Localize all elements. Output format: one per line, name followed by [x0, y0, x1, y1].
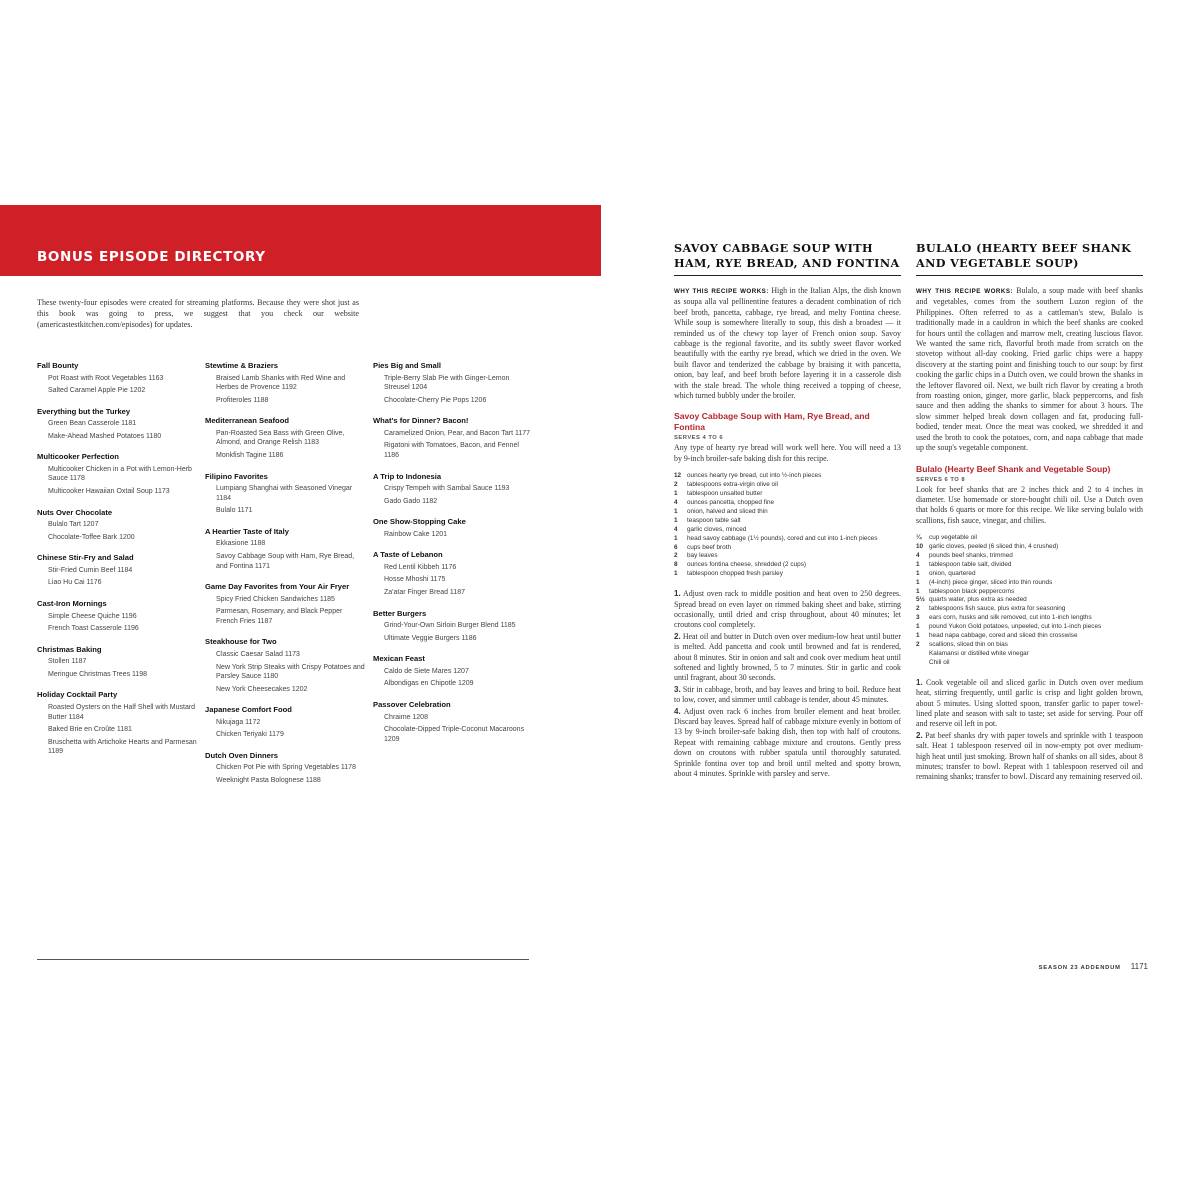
page-divider-rule [37, 959, 529, 960]
episode-recipe-entry: Classic Caesar Salad 1173 [216, 650, 300, 658]
step-number: 2. [916, 730, 923, 740]
ingredient-text: tablespoon black peppercorns [929, 587, 1015, 595]
episode-title: A Trip to Indonesia [373, 471, 442, 481]
ingredient-quantity: 2 [916, 641, 920, 648]
ingredient-quantity: 2 [674, 552, 678, 560]
why-this-works [916, 286, 1143, 454]
episode-group [205, 527, 365, 571]
episode-recipe-entry: French Toast Casserole 1196 [48, 625, 139, 633]
episode-recipe-entry: Pan-Roasted Sea Bass with Green Olive, Almond, and Orange Relish 1183 [216, 429, 345, 447]
episode-recipe-entry: Bulalo Tart 1207 [48, 521, 99, 529]
recipe-heading: SAVOY CABBAGE SOUP WITH HAM, RYE BREAD, AND FONTINA [674, 241, 901, 276]
ingredient-item [916, 570, 1143, 579]
ingredient-quantity: 1 [916, 632, 920, 640]
episode-recipe-entry: Za'atar Finger Bread 1187 [384, 589, 465, 597]
episode-group [205, 705, 365, 740]
ingredient-text: cups beef broth [687, 543, 732, 551]
ingredient-text: pounds beef shanks, trimmed [929, 551, 1013, 559]
step-text: Adjust oven rack 6 inches from broiler element and heat broiler. Discard bay leaves. Spread half of cabbage mixture evenly in bottom of 13 by 9-inch broiler-safe baking dish, then top with half of croutons. Repeat with remaining cabbage mixture and croutons. Gently press down on croutons with rubber spatula until thoroughly saturated. Sprinkle fontina over top and broil until melted and spotty brown, about 4 minutes. Sprinkle with parsley and serve. [674, 706, 901, 779]
episode-group [37, 361, 197, 396]
method-step [674, 707, 901, 780]
episode-title: Nuts Over Chocolate [37, 507, 113, 517]
episode-recipe-entry: Meringue Christmas Trees 1198 [48, 670, 148, 678]
step-text: Stir in cabbage, broth, and bay leaves and bring to boil. Reduce heat to low, cover, and simmer until cabbage is tender, about 45 minutes. [674, 684, 901, 705]
episode-recipe-entry: Chicken Teriyaki 1179 [216, 731, 284, 739]
episode-title: Everything but the Turkey [37, 406, 131, 416]
why-label: WHY THIS RECIPE WORKS: [916, 288, 1014, 295]
episode-group [373, 550, 533, 597]
ingredient-item [916, 632, 1143, 641]
ingredient-text: head napa cabbage, cored and sliced thin crosswise [929, 632, 1078, 640]
episode-title: Passover Celebration [373, 700, 451, 709]
ingredient-quantity: 4 [674, 525, 678, 533]
ingredient-item [674, 552, 901, 561]
ingredient-text: quarts water, plus extra as needed [929, 596, 1027, 604]
episode-recipe-entry: Chocolate-Cherry Pie Pops 1206 [384, 396, 487, 404]
episode-recipe-entry: Ekkasione 1188 [216, 540, 266, 548]
ingredient-item [916, 650, 1143, 659]
episode-group [205, 751, 365, 786]
why-this-works [674, 286, 901, 401]
step-number: 1. [674, 589, 681, 599]
episode-group [37, 599, 197, 634]
episode-title: One Show-Stopping Cake [373, 517, 466, 527]
episode-recipe-entry: Gado Gado 1182 [384, 497, 438, 505]
ingredient-item [916, 659, 1143, 668]
ingredient-quantity: 1 [674, 490, 678, 498]
ingredient-quantity: 1 [674, 507, 678, 515]
ingredient-item [916, 588, 1143, 597]
ingredient-item [674, 481, 901, 490]
episode-title: Better Burgers [373, 608, 427, 618]
episode-recipe-entry: Caramelized Onion, Pear, and Bacon Tart 1177 [384, 429, 531, 437]
episode-title: Pies Big and Small [373, 361, 441, 370]
episode-group [373, 654, 533, 689]
episode-recipe-entry: Make-Ahead Mashed Potatoes 1180 [48, 432, 162, 440]
ingredient-quantity: 1 [916, 578, 920, 586]
ingredient-quantity: 1 [916, 569, 920, 577]
ingredient-quantity: 6 [674, 543, 678, 551]
ingredient-text: head savoy cabbage (1½ pounds), cored and cut into 1-inch pieces [687, 534, 878, 542]
ingredient-quantity: 1 [674, 534, 678, 542]
directory-intro [37, 297, 359, 330]
episode-title: Christmas Baking [37, 644, 102, 654]
episode-recipe-entry: Bulalo 1171 [216, 507, 253, 515]
episode-group [373, 472, 533, 507]
ingredient-list [674, 472, 901, 579]
step-number: 3. [674, 684, 681, 694]
episode-group [373, 517, 533, 539]
episode-recipe-entry: Chraime 1208 [384, 713, 428, 721]
ingredient-text: garlic cloves, peeled (6 sliced thin, 4 crushed) [929, 543, 1059, 551]
episode-recipe-entry: Crispy Tempeh with Sambal Sauce 1193 [384, 485, 510, 493]
recipe-column-savoy [674, 241, 901, 780]
banner-title: BONUS EPISODE DIRECTORY [37, 249, 266, 265]
episode-group [37, 452, 197, 496]
episode-recipe-entry: Roasted Oysters on the Half Shell with Mustard Butter 1184 [48, 703, 196, 721]
recipe-title: Savoy Cabbage Soup with Ham, Rye Bread, and Fontina [674, 411, 870, 433]
page-number: 1171 [1130, 962, 1148, 971]
episode-title: Multicooker Perfection [37, 452, 119, 462]
episode-recipe-entry: Albondigas en Chipotle 1209 [384, 680, 474, 688]
episode-group [373, 700, 533, 744]
section-name: SEASON 23 ADDENDUM [1038, 965, 1121, 971]
episode-title: Cast-Iron Mornings [37, 599, 107, 609]
episode-title: Japanese Comfort Food [205, 705, 292, 715]
episode-recipe-entry: Triple-Berry Slab Pie with Ginger-Lemon Streusel 1204 [384, 374, 510, 392]
ingredient-quantity: 2 [674, 481, 678, 489]
episode-recipe-entry: Ultimate Veggie Burgers 1186 [384, 634, 477, 642]
episode-recipe-entry: Chicken Pot Pie with Spring Vegetables 1178 [216, 764, 356, 772]
step-text: Cook vegetable oil and sliced garlic in Dutch oven over medium heat, stirring frequently, until garlic is crisp and light golden brown, about 5 minutes. Using slotted spoon, transfer garlic to paper towel-lined plate and season with salt to taste; set aside for serving. Pour off and reserve oil left in pot. [916, 677, 1143, 729]
ingredient-text: tablespoon chopped fresh parsley [687, 570, 783, 578]
episode-recipe-entry: Savoy Cabbage Soup with Ham, Rye Bread, and Fontina 1171 [216, 552, 355, 570]
ingredient-text: tablespoons extra-virgin olive oil [687, 481, 778, 489]
ingredient-text: Chili oil [929, 658, 950, 666]
episode-column-2 [205, 361, 365, 797]
ingredient-item [916, 552, 1143, 561]
recipe-column-bulalo [916, 241, 1143, 784]
method-step [674, 685, 901, 706]
serves-label: SERVES 6 TO 8 [916, 476, 966, 483]
episode-recipe-entry: Caldo de Siete Mares 1207 [384, 667, 469, 675]
episode-recipe-entry: Multicooker Hawaiian Oxtail Soup 1173 [48, 488, 170, 496]
episode-recipe-entry: Weeknight Pasta Bolognese 1188 [216, 777, 321, 785]
episode-recipe-entry: Rigatoni with Tomatoes, Bacon, and Fennel 1186 [384, 442, 519, 459]
episode-title: Steakhouse for Two [205, 637, 277, 647]
episode-recipe-entry: Rainbow Cake 1201 [384, 530, 448, 538]
episode-recipe-entry: New York Strip Steaks with Crispy Potatoes and Parsley Sauce 1180 [216, 663, 365, 681]
ingredient-item [674, 472, 901, 481]
episode-group [37, 508, 197, 543]
ingredient-quantity: 5½ [916, 596, 925, 604]
step-text: Heat oil and butter in Dutch oven over medium-low heat until butter is melted. Add pancetta and cook until browned and fat is rendered, about 8 minutes. Stir in onion and salt and cook over medium heat until softened and lightly browned, 5 to 7 minutes. Stir in garlic and cook until fragrant, about 30 seconds. [674, 631, 901, 683]
episode-group [37, 553, 197, 588]
method-step [674, 589, 901, 631]
ingredient-item [916, 623, 1143, 632]
ingredient-item [674, 526, 901, 535]
why-text: Bulalo, a soup made with beef shanks and vegetables, comes from the southern Luzon region of the Philippines. Often referred to as a cattleman's stew, Bulalo is traditionally made in a cauldron in which the beef shanks are cooked for hours until the collagen and marrow melt, creating luscious flavor. We wanted the same rich, flavorful broth made from scratch on the stovetop without all-day cooking. Fried garlic chips were a happy discovery at the starting point and finishing touch to our soup: by first cooking the garlic chips in a Dutch oven, we could brown the shanks in the leftover flavored oil. Next, we built rich flavor by creating a broth from roasting onion, ginger, more garlic, black peppercorns, and fish sauce and then adding the shanks to simmer for about 3 hours. The slow simmer helped break down collagen and fat, producing full-bodied, tender meat. Once the meat was cooked, we shredded it and used the broth to cook the potatoes, corn, and napa cabbage that made up the soup's vegetable component. [916, 286, 1143, 453]
why-text: High in the Italian Alps, the dish known as soupa alla val pellinentine features a decadent combination of rich beef broth, pancetta, cabbage, rye bread, and melty Fontina cheese. While soup is somewhere literally to soup, this dish a broadest — it reminded us of the chewy top layer of French onion soup. Savoy cabbage is the regional favorite, and its subtly sweet flavor worked beautifully with the earthy rye bread, which we dried in the oven. We built flavor and tenderized the cabbage by braising it with pancetta, onion, bay leaf, and beef broth before layering it in a casserole dish with the stale bread. The whole thing received a topping of cheese, which turned bubbly under the broiler. [674, 286, 901, 401]
step-number: 2. [674, 631, 681, 641]
episode-group [205, 582, 365, 626]
ingredient-text: Kalamansi or distilled white vinegar [929, 649, 1029, 657]
ingredient-item [674, 544, 901, 553]
ingredient-text: ounces fontina cheese, shredded (2 cups) [687, 561, 807, 569]
ingredient-text: tablespoons fish sauce, plus extra for seasoning [929, 605, 1066, 613]
episode-group [205, 472, 365, 516]
episode-recipe-entry: Pot Roast with Root Vegetables 1163 [48, 374, 164, 382]
ingredient-text: tablespoon table salt, divided [929, 560, 1012, 568]
ingredient-item [916, 534, 1143, 543]
episode-group [37, 645, 197, 680]
episode-title: Dutch Oven Dinners [205, 750, 278, 760]
ingredient-quantity: 1 [916, 623, 920, 631]
method-step [674, 632, 901, 684]
episode-group [373, 361, 533, 405]
episode-recipe-entry: Bruschetta with Artichoke Hearts and Parmesan 1189 [48, 738, 197, 756]
steps [674, 589, 901, 779]
ingredient-list [916, 534, 1143, 668]
episode-title: A Taste of Lebanon [373, 550, 443, 560]
ingredient-quantity: 1 [916, 560, 920, 568]
episode-title: Filipino Favorites [205, 471, 268, 481]
ingredient-quantity: 1 [916, 587, 920, 595]
ingredient-item [674, 561, 901, 570]
episode-group [205, 361, 365, 405]
episode-recipe-entry: Parmesan, Rosemary, and Black Pepper French Fries 1187 [216, 608, 343, 625]
ingredient-item [916, 579, 1143, 588]
episode-recipe-entry: Salted Caramel Apple Pie 1202 [48, 387, 146, 395]
ingredient-text: scallions, sliced thin on bias [929, 641, 1008, 648]
page-footer [1008, 962, 1148, 971]
ingredient-quantity: 4 [674, 499, 678, 506]
episode-recipe-entry: Stollen 1187 [48, 658, 87, 666]
ingredient-text: garlic cloves, minced [687, 525, 747, 533]
recipe-intro: Any type of hearty rye bread will work well here. You will need a 13 by 9-inch broiler-safe baking dish for this recipe. [674, 443, 901, 463]
ingredient-item [674, 499, 901, 508]
episode-recipe-entry: Braised Lamb Shanks with Red Wine and Herbes de Provence 1192 [216, 374, 346, 392]
episode-group [373, 609, 533, 644]
ingredient-text: pound Yukon Gold potatoes, unpeeled, cut into 1-inch pieces [929, 623, 1102, 631]
step-text: Adjust oven rack to middle position and heat oven to 250 degrees. Spread bread on even layer on rimmed baking sheet and bake, stirring occasionally, until dried and crisp throughout, about 40 minutes; let croutons cool completely. [674, 589, 901, 630]
episode-recipe-entry: Monkfish Tagine 1186 [216, 451, 284, 459]
ingredient-quantity: 3 [916, 614, 920, 622]
step-number: 1. [916, 677, 923, 687]
episode-title: Holiday Cocktail Party [37, 690, 118, 700]
ingredient-quantity [916, 650, 929, 659]
ingredient-text: onion, quartered [929, 569, 976, 577]
episode-recipe-entry: Multicooker Chicken in a Pot with Lemon-Herb Sauce 1178 [48, 465, 192, 483]
ingredient-quantity: 10 [916, 543, 924, 551]
directory-banner [0, 205, 601, 276]
episode-title: Chinese Stir-Fry and Salad [37, 553, 134, 563]
ingredient-quantity: ¼ [916, 534, 922, 542]
episode-recipe-entry: Spicy Fried Chicken Sandwiches 1185 [216, 595, 335, 603]
ingredient-text: bay leaves [687, 552, 718, 560]
episode-group [37, 407, 197, 442]
episode-column-1 [37, 361, 197, 768]
recipe-intro: Look for beef shanks that are 2 inches thick and 2 to 4 inches in diameter. Use homemade or store-bought chili oil. Use a Dutch oven that holds 6 quarts or more for this recipe. We like serving bulalo with scallions, fish sauce, vinegar, and chilies. [916, 484, 1143, 525]
ingredient-item [674, 508, 901, 517]
episode-recipe-entry: Green Bean Casserole 1181 [48, 420, 137, 428]
episode-recipe-entry: Lumpiang Shanghai with Seasoned Vinegar 1184 [216, 485, 353, 502]
ingredient-text: ounces hearty rye bread, cut into ½-inch pieces [687, 472, 822, 480]
ingredient-item [916, 605, 1143, 614]
ingredient-text: tablespoon unsalted butter [687, 490, 763, 498]
episode-recipe-entry: Red Lentil Kibbeh 1176 [384, 563, 457, 571]
episode-title: Fall Bounty [37, 361, 79, 370]
episode-group [37, 690, 197, 756]
episode-title: Game Day Favorites from Your Air Fryer [205, 582, 350, 592]
ingredient-quantity: 1 [674, 516, 678, 524]
ingredient-quantity [916, 659, 929, 668]
ingredient-text: ears corn, husks and silk removed, cut into 1-inch lengths [929, 614, 1092, 622]
ingredient-item [674, 570, 901, 579]
recipe-title: Bulalo (Hearty Beef Shank and Vegetable Soup) [916, 463, 1111, 474]
episode-recipe-entry: Liao Hu Cai 1176 [48, 579, 102, 587]
intro-text: These twenty-four episodes were created for streaming platforms. Because they were shot just as this book was going to press, we suggest that you check our website (americastestkitchen.com/episodes) for updates. [37, 298, 359, 329]
ingredient-text: ounces pancetta, chopped fine [687, 499, 775, 506]
method-step [916, 731, 1143, 783]
episode-title: Mexican Feast [373, 654, 425, 664]
episode-title: A Heartier Taste of Italy [205, 526, 289, 536]
episode-recipe-entry: Hosse Mhoshi 1175 [384, 576, 446, 584]
episode-group [373, 416, 533, 460]
step-number: 4. [674, 706, 681, 716]
episode-column-3 [373, 361, 533, 755]
step-text: Pat beef shanks dry with paper towels and sprinkle with 1 teaspoon salt. Heat 1 tablespoon reserved oil in now-empty pot over medium-high heat until just smoking. Brown half of shanks on all sides, about 8 minutes; transfer to bowl. Repeat with 1 tablespoon reserved oil and remaining shanks; transfer to bowl. Discard any remaining reserved oil. [916, 730, 1143, 782]
ingredient-text: onion, halved and sliced thin [687, 507, 768, 515]
ingredient-item [674, 490, 901, 499]
ingredient-item [674, 517, 901, 526]
episode-recipe-entry: New York Cheesecakes 1202 [216, 685, 308, 693]
ingredient-item [916, 641, 1143, 650]
serves-label: SERVES 4 TO 6 [674, 435, 724, 442]
ingredient-item [916, 543, 1143, 552]
episode-recipe-entry: Chocolate-Toffee Bark 1200 [48, 533, 135, 541]
episode-recipe-entry: Nikujaga 1172 [216, 718, 261, 726]
ingredient-item [916, 614, 1143, 623]
ingredient-quantity: 1 [674, 570, 678, 578]
episode-recipe-entry: Simple Cheese Quiche 1196 [48, 612, 137, 620]
episode-recipe-entry: Stir-Fried Cumin Beef 1184 [48, 566, 133, 574]
ingredient-quantity: 2 [916, 605, 920, 613]
episode-title: Mediterranean Seafood [205, 416, 289, 426]
recipe-heading: BULALO (HEARTY BEEF SHANK AND VEGETABLE SOUP) [916, 241, 1143, 276]
episode-group [205, 416, 365, 460]
episode-recipe-entry: Chocolate-Dipped Triple-Coconut Macaroons 1209 [384, 726, 525, 743]
ingredient-quantity: 12 [674, 472, 682, 480]
episode-title: What's for Dinner? Bacon! [373, 416, 469, 426]
ingredient-text: (4-inch) piece ginger, sliced into thin rounds [929, 578, 1053, 586]
episode-recipe-entry: Profiteroles 1188 [216, 396, 269, 404]
ingredient-item [674, 535, 901, 544]
episode-recipe-entry: Grind-Your-Own Sirloin Burger Blend 1185 [384, 622, 516, 630]
ingredient-text: teaspoon table salt [687, 516, 741, 524]
ingredient-item [916, 596, 1143, 605]
method-step [916, 678, 1143, 730]
ingredient-quantity: 4 [916, 551, 920, 559]
why-label: WHY THIS RECIPE WORKS: [674, 288, 769, 295]
episode-group [205, 637, 365, 694]
ingredient-quantity: 8 [674, 561, 678, 569]
episode-recipe-entry: Baked Brie en Croûte 1181 [48, 726, 132, 734]
episode-title: Stewtime & Braziers [205, 361, 279, 370]
ingredient-text: cup vegetable oil [929, 534, 977, 542]
ingredient-item [916, 561, 1143, 570]
steps [916, 678, 1143, 783]
